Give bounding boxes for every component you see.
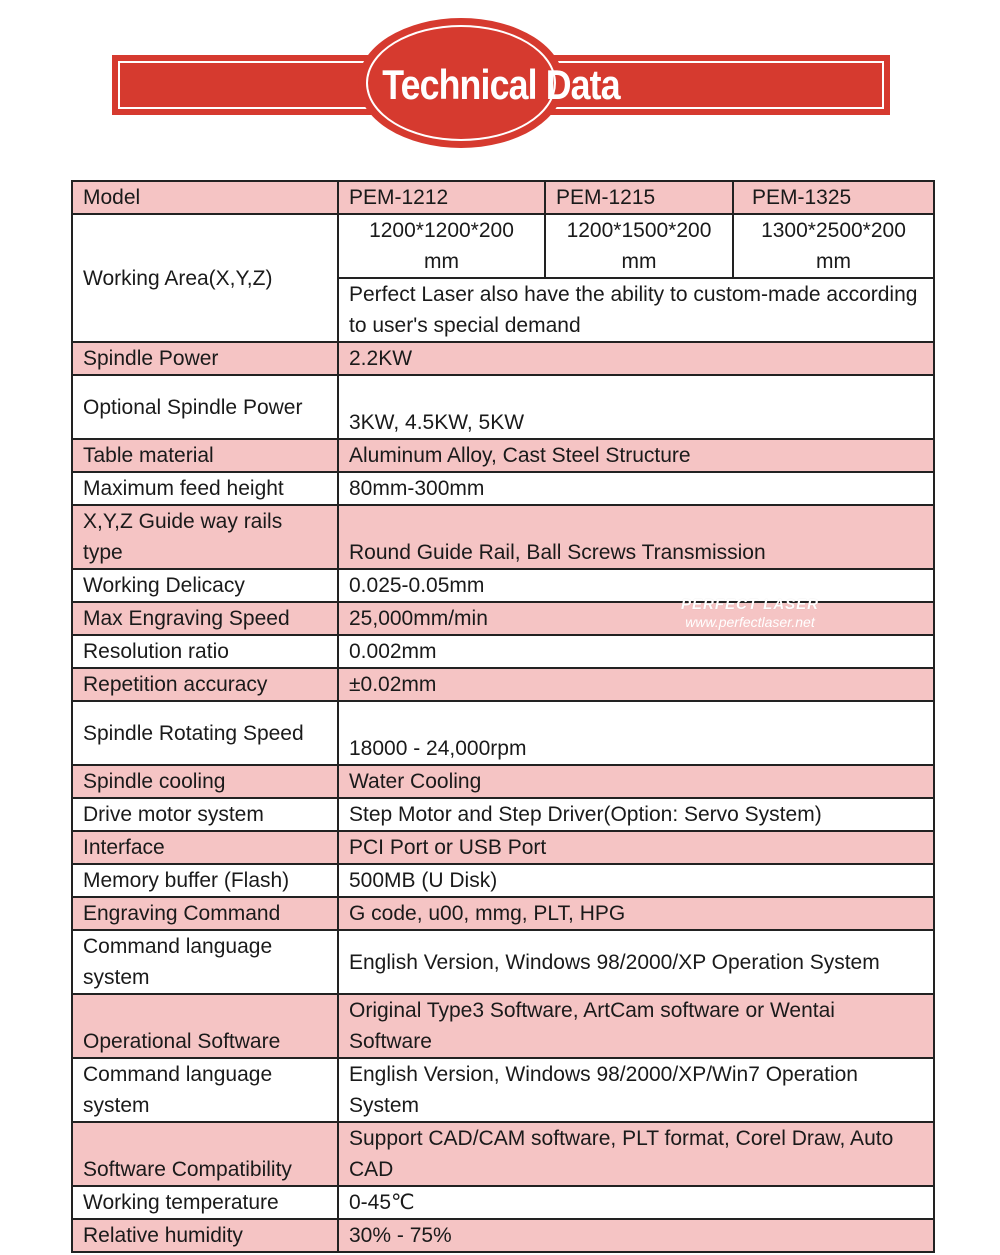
model-cell: PEM-1215 (545, 181, 733, 214)
custom-made-note: Perfect Laser also have the ability to custom-made according to user's special demand (338, 278, 934, 342)
row-label: Maximum feed height (72, 472, 338, 505)
table-row (72, 472, 934, 505)
row-label: Resolution ratio (72, 635, 338, 668)
row-value: Original Type3 Software, ArtCam software or Wentai Software (338, 994, 934, 1058)
row-value: Support CAD/CAM software, PLT format, Corel Draw, Auto CAD (338, 1122, 934, 1186)
row-label: Repetition accuracy (72, 668, 338, 701)
table-row (72, 1219, 934, 1252)
table-row (72, 831, 934, 864)
row-value: 3KW, 4.5KW, 5KW (338, 375, 934, 439)
table-row-working-area (72, 214, 934, 278)
row-value: Step Motor and Step Driver(Option: Servo System) (338, 798, 934, 831)
watermark-url: www.perfectlaser.net (685, 614, 815, 630)
row-label: Command language system (72, 930, 338, 994)
table-row (72, 602, 934, 635)
row-label: Engraving Command (72, 897, 338, 930)
row-value: 0.025-0.05mm (338, 569, 934, 602)
table-row (72, 505, 934, 569)
row-value: PCI Port or USB Port (338, 831, 934, 864)
table-row (72, 864, 934, 897)
row-value: 18000 - 24,000rpm (338, 701, 934, 765)
working-area-size: 1200*1500*200 mm (545, 214, 733, 278)
row-value: 80mm-300mm (338, 472, 934, 505)
row-value: ±0.02mm (338, 668, 934, 701)
table-row (72, 1058, 934, 1122)
table-row (72, 994, 934, 1058)
row-label: Working Area(X,Y,Z) (72, 214, 338, 342)
row-label: Spindle Rotating Speed (72, 701, 338, 765)
row-label: Table material (72, 439, 338, 472)
table-row (72, 439, 934, 472)
row-label: Operational Software (72, 994, 338, 1058)
table-row (72, 930, 934, 994)
table-row (72, 668, 934, 701)
row-value: 2.2KW (338, 342, 934, 375)
working-area-size: 1200*1200*200 mm (338, 214, 545, 278)
row-value: Aluminum Alloy, Cast Steel Structure (338, 439, 934, 472)
row-label: Memory buffer (Flash) (72, 864, 338, 897)
row-label: Max Engraving Speed (72, 602, 338, 635)
technical-data-banner (0, 0, 1000, 160)
row-label: Working temperature (72, 1186, 338, 1219)
row-value: Water Cooling (338, 765, 934, 798)
model-cell: PEM-1212 (338, 181, 545, 214)
row-label: Relative humidity (72, 1219, 338, 1252)
row-label: Spindle cooling (72, 765, 338, 798)
row-label: Interface (72, 831, 338, 864)
row-value: 0-45℃ (338, 1186, 934, 1219)
table-row (72, 765, 934, 798)
row-value: Round Guide Rail, Ball Screws Transmission (338, 505, 934, 569)
row-value: English Version, Windows 98/2000/XP Operation System (338, 930, 934, 994)
row-label: Optional Spindle Power (72, 375, 338, 439)
row-value: English Version, Windows 98/2000/XP/Win7 Operation System (338, 1058, 934, 1122)
row-label: Working Delicacy (72, 569, 338, 602)
table-row-model (72, 181, 934, 214)
row-value: 0.002mm (338, 635, 934, 668)
table-row (72, 701, 934, 765)
row-value: 25,000mm/min (338, 602, 934, 635)
row-value: 30% - 75% (338, 1219, 934, 1252)
table-row (72, 897, 934, 930)
table-row (72, 1122, 934, 1186)
row-label: Drive motor system (72, 798, 338, 831)
row-label: Software Compatibility (72, 1122, 338, 1186)
model-cell: PEM-1325 (733, 181, 934, 214)
row-value: G code, u00, mmg, PLT, HPG (338, 897, 934, 930)
row-label: Command language system (72, 1058, 338, 1122)
table-row (72, 798, 934, 831)
table-row (72, 342, 934, 375)
row-label: Model (72, 181, 338, 214)
table-row (72, 1186, 934, 1219)
working-area-size: 1300*2500*200 mm (733, 214, 934, 278)
row-value: 500MB (U Disk) (338, 864, 934, 897)
page-title: Technical Data (382, 61, 620, 108)
row-label: Spindle Power (72, 342, 338, 375)
row-label: X,Y,Z Guide way rails type (72, 505, 338, 569)
table-row (72, 635, 934, 668)
spec-table (71, 180, 935, 1253)
watermark-brand: PERFECT LASER (680, 596, 819, 613)
table-row (72, 569, 934, 602)
table-row (72, 375, 934, 439)
